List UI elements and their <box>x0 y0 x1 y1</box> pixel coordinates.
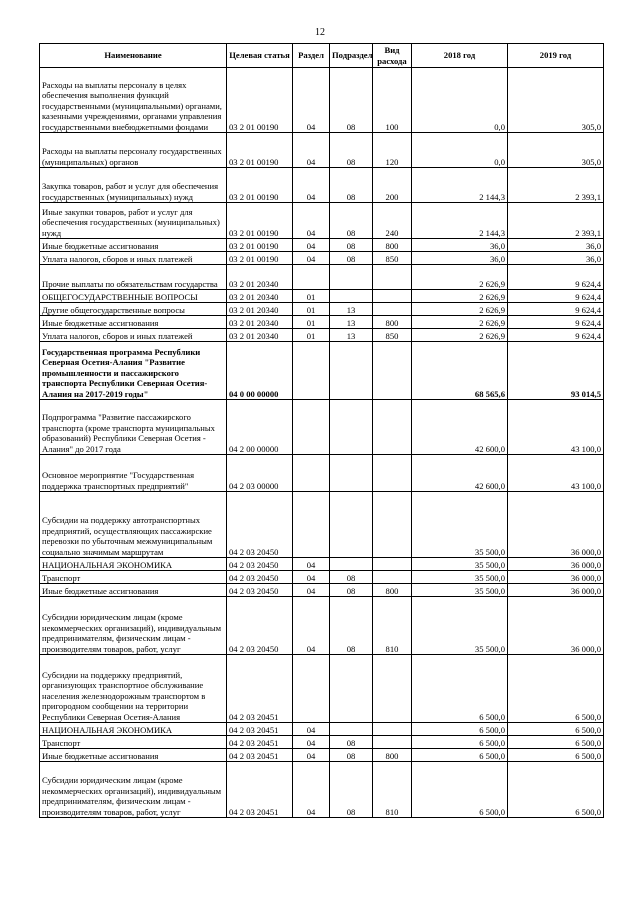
row-subsection-cell: 08 <box>330 133 373 168</box>
row-section-cell: 04 <box>293 239 330 252</box>
row-target-article-cell: 04 2 03 20451 <box>227 736 293 749</box>
column-header-section: Раздел <box>293 44 330 68</box>
row-2018-amount-cell: 6 500,0 <box>412 723 508 736</box>
row-2019-amount-cell: 305,0 <box>508 133 604 168</box>
row-section-cell: 01 <box>293 316 330 329</box>
row-name-cell: Уплата налогов, сборов и иных платежей <box>40 329 227 342</box>
row-name-cell: Транспорт <box>40 736 227 749</box>
table-row <box>40 597 604 655</box>
row-name-cell: Иные закупки товаров, работ и услуг для обеспечения государственных (муниципальных) нужд <box>40 203 227 239</box>
column-header-name: Наименование <box>40 44 227 68</box>
row-2018-amount-cell: 2 626,9 <box>412 290 508 303</box>
row-expense-type-cell: 810 <box>373 762 412 818</box>
row-2019-amount-cell: 43 100,0 <box>508 455 604 492</box>
row-target-article-cell: 04 2 03 20451 <box>227 762 293 818</box>
row-section-cell: 04 <box>293 133 330 168</box>
row-target-article-cell: 03 2 01 00190 <box>227 239 293 252</box>
row-2018-amount-cell: 2 626,9 <box>412 265 508 290</box>
row-2019-amount-cell: 9 624,4 <box>508 265 604 290</box>
row-target-article-cell: 04 0 00 00000 <box>227 342 293 400</box>
row-subsection-cell: 13 <box>330 329 373 342</box>
row-2018-amount-cell: 2 626,9 <box>412 316 508 329</box>
row-subsection-cell: 08 <box>330 239 373 252</box>
row-2018-amount-cell: 36,0 <box>412 252 508 265</box>
row-section-cell <box>293 265 330 290</box>
row-target-article-cell: 03 2 01 00190 <box>227 252 293 265</box>
row-expense-type-cell <box>373 303 412 316</box>
row-2019-amount-cell: 93 014,5 <box>508 342 604 400</box>
row-subsection-cell <box>330 265 373 290</box>
table-row <box>40 342 604 400</box>
table-row <box>40 290 604 303</box>
row-subsection-cell: 08 <box>330 762 373 818</box>
row-name-cell: Иные бюджетные ассигнования <box>40 749 227 762</box>
table-row <box>40 68 604 133</box>
row-2018-amount-cell: 2 626,9 <box>412 329 508 342</box>
row-2018-amount-cell: 6 500,0 <box>412 762 508 818</box>
row-2018-amount-cell: 6 500,0 <box>412 736 508 749</box>
row-2019-amount-cell: 9 624,4 <box>508 316 604 329</box>
row-target-article-cell: 03 2 01 20340 <box>227 303 293 316</box>
row-2019-amount-cell: 36,0 <box>508 252 604 265</box>
row-expense-type-cell <box>373 723 412 736</box>
row-name-cell: Субсидии юридическим лицам (кроме некоммерческих организаций), индивидуальным предпринимателям, физическим лицам - производителям товаров, работ, услуг <box>40 762 227 818</box>
row-2018-amount-cell: 2 144,3 <box>412 203 508 239</box>
row-2018-amount-cell: 35 500,0 <box>412 492 508 558</box>
row-2019-amount-cell: 6 500,0 <box>508 762 604 818</box>
table-row <box>40 749 604 762</box>
row-section-cell: 04 <box>293 597 330 655</box>
row-section-cell: 01 <box>293 290 330 303</box>
row-name-cell: Государственная программа Республики Северная Осетия-Алания "Развитие промышленности и пассажирского транспорта Республики Северная Осетия-Алания на 2017-2019 годы" <box>40 342 227 400</box>
row-section-cell <box>293 400 330 455</box>
row-section-cell: 04 <box>293 584 330 597</box>
row-2018-amount-cell: 35 500,0 <box>412 558 508 571</box>
row-subsection-cell <box>330 400 373 455</box>
row-name-cell: Прочие выплаты по обязательствам государства <box>40 265 227 290</box>
row-subsection-cell <box>330 655 373 723</box>
row-target-article-cell: 04 2 00 00000 <box>227 400 293 455</box>
row-2018-amount-cell: 36,0 <box>412 239 508 252</box>
row-2018-amount-cell: 35 500,0 <box>412 597 508 655</box>
table-row <box>40 252 604 265</box>
row-expense-type-cell <box>373 290 412 303</box>
row-name-cell: ОБЩЕГОСУДАРСТВЕННЫЕ ВОПРОСЫ <box>40 290 227 303</box>
row-section-cell: 04 <box>293 558 330 571</box>
row-2019-amount-cell: 9 624,4 <box>508 329 604 342</box>
row-section-cell: 04 <box>293 736 330 749</box>
row-section-cell <box>293 455 330 492</box>
row-section-cell <box>293 655 330 723</box>
row-target-article-cell: 04 2 03 00000 <box>227 455 293 492</box>
row-target-article-cell: 04 2 03 20451 <box>227 749 293 762</box>
row-expense-type-cell <box>373 571 412 584</box>
row-2018-amount-cell: 35 500,0 <box>412 571 508 584</box>
row-target-article-cell: 03 2 01 00190 <box>227 168 293 203</box>
row-expense-type-cell <box>373 558 412 571</box>
row-subsection-cell: 08 <box>330 252 373 265</box>
column-header-2018: 2018 год <box>412 44 508 68</box>
row-expense-type-cell: 800 <box>373 584 412 597</box>
row-2019-amount-cell: 2 393,1 <box>508 168 604 203</box>
row-subsection-cell: 13 <box>330 303 373 316</box>
row-2019-amount-cell: 36 000,0 <box>508 492 604 558</box>
row-name-cell: Подпрограмма "Развитие пассажирского транспорта (кроме транспорта муниципальных образований) Республики Северная Осетия - Алания" до 2017 года <box>40 400 227 455</box>
row-target-article-cell: 04 2 03 20450 <box>227 492 293 558</box>
row-2019-amount-cell: 6 500,0 <box>508 736 604 749</box>
row-name-cell: Транспорт <box>40 571 227 584</box>
row-target-article-cell: 04 2 03 20450 <box>227 597 293 655</box>
row-name-cell: Иные бюджетные ассигнования <box>40 316 227 329</box>
row-2018-amount-cell: 68 565,6 <box>412 342 508 400</box>
row-name-cell: Расходы на выплаты персоналу государственных (муниципальных) органов <box>40 133 227 168</box>
row-subsection-cell: 08 <box>330 203 373 239</box>
row-2019-amount-cell: 36 000,0 <box>508 571 604 584</box>
row-name-cell: Расходы на выплаты персоналу в целях обеспечения выполнения функций государственными (муниципальными) органами, казенными учреждениями, органами управления государственными внебюджетными фондами <box>40 68 227 133</box>
row-subsection-cell: 08 <box>330 68 373 133</box>
row-target-article-cell: 04 2 03 20451 <box>227 655 293 723</box>
column-header-2019: 2019 год <box>508 44 604 68</box>
row-section-cell: 04 <box>293 68 330 133</box>
row-section-cell: 04 <box>293 203 330 239</box>
table-row <box>40 316 604 329</box>
row-target-article-cell: 04 2 03 20451 <box>227 723 293 736</box>
row-subsection-cell <box>330 558 373 571</box>
row-expense-type-cell <box>373 655 412 723</box>
row-2019-amount-cell: 36 000,0 <box>508 597 604 655</box>
table-row <box>40 723 604 736</box>
row-expense-type-cell <box>373 342 412 400</box>
row-2018-amount-cell: 42 600,0 <box>412 400 508 455</box>
row-subsection-cell <box>330 492 373 558</box>
table-header-row <box>40 44 604 68</box>
row-2019-amount-cell: 36 000,0 <box>508 558 604 571</box>
row-section-cell: 04 <box>293 749 330 762</box>
row-section-cell: 04 <box>293 252 330 265</box>
row-name-cell: НАЦИОНАЛЬНАЯ ЭКОНОМИКА <box>40 558 227 571</box>
row-subsection-cell: 08 <box>330 597 373 655</box>
column-header-expense-type: Вид расхода <box>373 44 412 68</box>
row-2019-amount-cell: 6 500,0 <box>508 655 604 723</box>
row-name-cell: Иные бюджетные ассигнования <box>40 239 227 252</box>
table-row <box>40 168 604 203</box>
row-2019-amount-cell: 2 393,1 <box>508 203 604 239</box>
row-name-cell: Субсидии на поддержку автотранспортных предприятий, осуществляющих пассажирские перевозки по убыточным межмуниципальным социально значимым маршрутам <box>40 492 227 558</box>
table-row <box>40 133 604 168</box>
row-subsection-cell: 13 <box>330 316 373 329</box>
row-target-article-cell: 04 2 03 20450 <box>227 558 293 571</box>
row-section-cell <box>293 492 330 558</box>
row-name-cell: Основное мероприятие "Государственная поддержка транспортных предприятий" <box>40 455 227 492</box>
row-target-article-cell: 03 2 01 20340 <box>227 265 293 290</box>
budget-table <box>39 43 604 818</box>
table-row <box>40 736 604 749</box>
row-expense-type-cell: 120 <box>373 133 412 168</box>
table-row <box>40 655 604 723</box>
row-2019-amount-cell: 36 000,0 <box>508 584 604 597</box>
row-subsection-cell: 08 <box>330 571 373 584</box>
row-2018-amount-cell: 35 500,0 <box>412 584 508 597</box>
row-expense-type-cell: 800 <box>373 749 412 762</box>
row-name-cell: НАЦИОНАЛЬНАЯ ЭКОНОМИКА <box>40 723 227 736</box>
row-subsection-cell <box>330 723 373 736</box>
row-target-article-cell: 03 2 01 00190 <box>227 133 293 168</box>
row-target-article-cell: 04 2 03 20450 <box>227 584 293 597</box>
table-row <box>40 400 604 455</box>
row-section-cell: 04 <box>293 723 330 736</box>
table-row <box>40 492 604 558</box>
row-subsection-cell <box>330 342 373 400</box>
row-expense-type-cell <box>373 736 412 749</box>
row-expense-type-cell: 850 <box>373 252 412 265</box>
row-2018-amount-cell: 2 144,3 <box>412 168 508 203</box>
table-row <box>40 329 604 342</box>
row-2018-amount-cell: 6 500,0 <box>412 749 508 762</box>
row-target-article-cell: 04 2 03 20450 <box>227 571 293 584</box>
row-name-cell: Субсидии на поддержку предприятий, организующих транспортное обслуживание населения железнодорожным транспортом в пригородном сообщении на территории Республики Северная Осетия-Алания <box>40 655 227 723</box>
row-target-article-cell: 03 2 01 20340 <box>227 329 293 342</box>
page-number: 12 <box>315 27 325 38</box>
row-expense-type-cell <box>373 492 412 558</box>
row-target-article-cell: 03 2 01 00190 <box>227 203 293 239</box>
row-2018-amount-cell: 2 626,9 <box>412 303 508 316</box>
row-target-article-cell: 03 2 01 20340 <box>227 316 293 329</box>
table-row <box>40 571 604 584</box>
row-section-cell: 04 <box>293 571 330 584</box>
row-subsection-cell: 08 <box>330 736 373 749</box>
row-subsection-cell <box>330 455 373 492</box>
row-section-cell: 01 <box>293 303 330 316</box>
row-section-cell <box>293 342 330 400</box>
row-expense-type-cell: 240 <box>373 203 412 239</box>
table-row <box>40 239 604 252</box>
row-2019-amount-cell: 9 624,4 <box>508 290 604 303</box>
column-header-subsection: Подраздел <box>330 44 373 68</box>
row-2018-amount-cell: 6 500,0 <box>412 655 508 723</box>
row-name-cell: Субсидии юридическим лицам (кроме некоммерческих организаций), индивидуальным предпринимателям, физическим лицам - производителям товаров, работ, услуг <box>40 597 227 655</box>
row-2019-amount-cell: 6 500,0 <box>508 749 604 762</box>
row-expense-type-cell <box>373 455 412 492</box>
table-row <box>40 203 604 239</box>
row-2019-amount-cell: 6 500,0 <box>508 723 604 736</box>
row-subsection-cell: 08 <box>330 168 373 203</box>
row-section-cell: 01 <box>293 329 330 342</box>
row-target-article-cell: 03 2 01 20340 <box>227 290 293 303</box>
row-name-cell: Закупка товаров, работ и услуг для обеспечения государственных (муниципальных) нужд <box>40 168 227 203</box>
row-2018-amount-cell: 0,0 <box>412 133 508 168</box>
table-row <box>40 584 604 597</box>
row-name-cell: Иные бюджетные ассигнования <box>40 584 227 597</box>
row-name-cell: Уплата налогов, сборов и иных платежей <box>40 252 227 265</box>
row-expense-type-cell: 800 <box>373 316 412 329</box>
table-row <box>40 558 604 571</box>
row-section-cell: 04 <box>293 762 330 818</box>
table-row <box>40 455 604 492</box>
row-2018-amount-cell: 42 600,0 <box>412 455 508 492</box>
row-expense-type-cell: 100 <box>373 68 412 133</box>
row-expense-type-cell: 810 <box>373 597 412 655</box>
row-2018-amount-cell: 0,0 <box>412 68 508 133</box>
table-row <box>40 762 604 818</box>
row-expense-type-cell: 850 <box>373 329 412 342</box>
row-expense-type-cell <box>373 265 412 290</box>
row-section-cell: 04 <box>293 168 330 203</box>
row-name-cell: Другие общегосударственные вопросы <box>40 303 227 316</box>
row-subsection-cell: 08 <box>330 749 373 762</box>
row-expense-type-cell: 200 <box>373 168 412 203</box>
table-row <box>40 265 604 290</box>
column-header-target-article: Целевая статья <box>227 44 293 68</box>
row-2019-amount-cell: 36,0 <box>508 239 604 252</box>
row-expense-type-cell <box>373 400 412 455</box>
row-subsection-cell <box>330 290 373 303</box>
row-2019-amount-cell: 9 624,4 <box>508 303 604 316</box>
row-subsection-cell: 08 <box>330 584 373 597</box>
row-2019-amount-cell: 43 100,0 <box>508 400 604 455</box>
row-expense-type-cell: 800 <box>373 239 412 252</box>
row-target-article-cell: 03 2 01 00190 <box>227 68 293 133</box>
row-2019-amount-cell: 305,0 <box>508 68 604 133</box>
table-row <box>40 303 604 316</box>
